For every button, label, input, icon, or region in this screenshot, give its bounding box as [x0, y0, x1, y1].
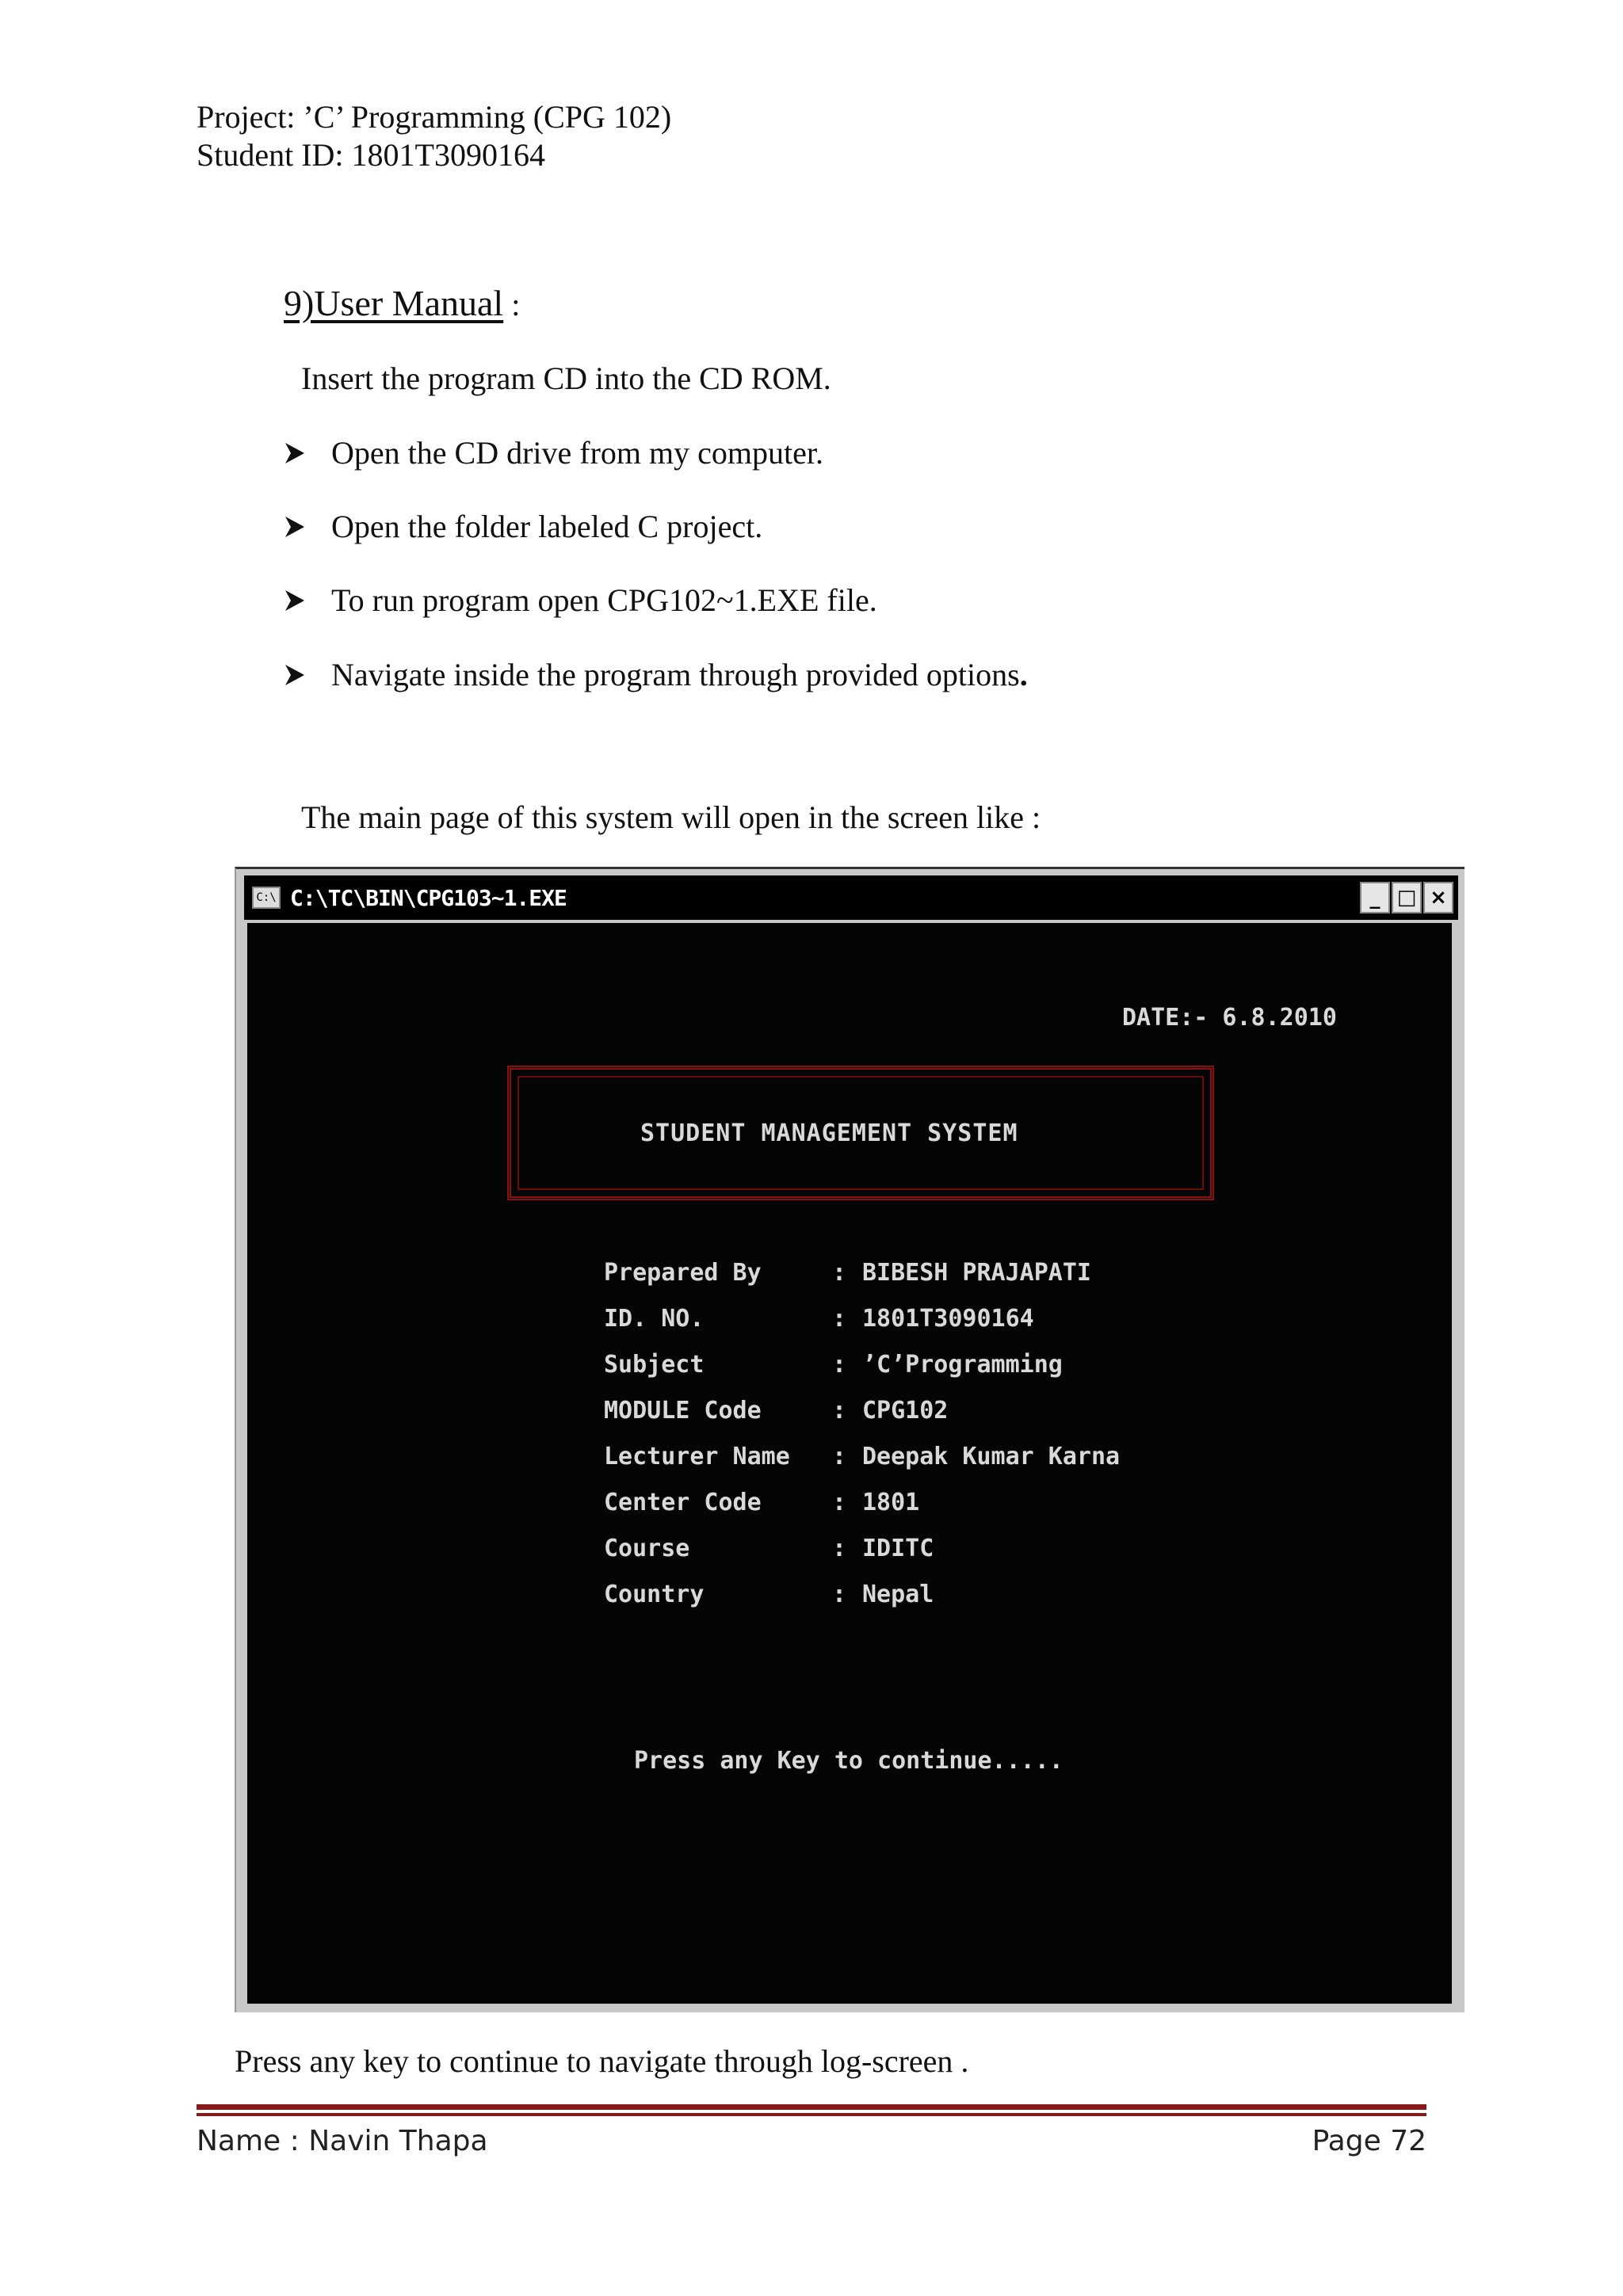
info-label: Center Code: [604, 1489, 762, 1516]
info-value: Nepal: [862, 1581, 934, 1608]
info-value: Deepak Kumar Karna: [862, 1443, 1121, 1470]
arrow-bullet-icon: [284, 589, 331, 612]
minimize-button[interactable]: _: [1360, 882, 1390, 913]
info-colon: :: [832, 1535, 847, 1562]
caption-text: Press any key to continue to navigate through log-screen .: [235, 2043, 969, 2079]
section-heading-text: 9)User Manual: [284, 283, 504, 323]
arrow-bullet-icon: [284, 441, 331, 465]
arrow-bullet-icon: [284, 515, 331, 539]
list-item: [284, 508, 762, 545]
info-row: [604, 1397, 948, 1425]
list-item-text: [331, 656, 1028, 693]
info-colon: :: [832, 1397, 847, 1425]
footer-page-number: Page 72: [1312, 2125, 1426, 2157]
footer-rule: [197, 2104, 1426, 2110]
footer-rule-thin: [197, 2113, 1426, 2116]
info-row: [604, 1305, 1034, 1333]
info-label: ID. NO.: [604, 1305, 705, 1333]
list-item-text: Open the CD drive from my computer.: [331, 435, 823, 471]
list-item-text-main: Navigate inside the program through provided options: [331, 657, 1020, 692]
info-row: [604, 1581, 934, 1608]
info-label: Course: [604, 1535, 690, 1562]
info-row: [604, 1259, 1091, 1287]
section-heading: [284, 282, 520, 324]
header-project: Project: ’C’ Programming (CPG 102): [197, 99, 672, 135]
maximize-button[interactable]: □: [1392, 882, 1422, 913]
console-date: DATE:- 6.8.2010: [1122, 1004, 1337, 1032]
footer-name: Name : Navin Thapa: [197, 2125, 488, 2157]
system-title: STUDENT MANAGEMENT SYSTEM: [640, 1119, 1018, 1147]
info-colon: :: [832, 1489, 847, 1516]
section-heading-suffix: :: [503, 287, 521, 322]
close-button[interactable]: ×: [1423, 882, 1453, 913]
info-value: IDITC: [862, 1535, 934, 1562]
list-item: [284, 582, 877, 619]
info-colon: :: [832, 1443, 847, 1470]
intro-text: Insert the program CD into the CD ROM.: [301, 360, 831, 396]
info-label: Prepared By: [604, 1259, 762, 1287]
press-key-prompt: Press any Key to continue.....: [634, 1747, 1064, 1775]
info-value: 1801: [862, 1489, 920, 1516]
info-label: Lecturer Name: [604, 1443, 790, 1470]
list-item-text: To run program open CPG102~1.EXE file.: [331, 582, 877, 618]
list-item: [284, 434, 823, 471]
info-colon: :: [832, 1581, 847, 1608]
arrow-bullet-icon: [284, 663, 331, 687]
info-row: [604, 1443, 1120, 1470]
main-page-text: The main page of this system will open in the screen like :: [301, 799, 1041, 835]
info-colon: :: [832, 1259, 847, 1287]
info-row: [604, 1351, 1063, 1379]
console-screen: [247, 923, 1452, 2004]
info-value: 1801T3090164: [862, 1305, 1034, 1333]
console-titlebar: [244, 875, 1458, 920]
info-label: Country: [604, 1581, 705, 1608]
info-label: Subject: [604, 1351, 705, 1379]
info-colon: :: [832, 1305, 847, 1333]
console-app-icon: C:\: [252, 887, 281, 909]
info-row: [604, 1535, 934, 1562]
list-item-period: .: [1019, 657, 1028, 692]
info-colon: :: [832, 1351, 847, 1379]
info-row: [604, 1489, 919, 1516]
header-student-id: Student ID: 1801T3090164: [197, 137, 545, 173]
list-item: [284, 656, 1028, 693]
info-value: BIBESH PRAJAPATI: [862, 1259, 1091, 1287]
info-value: CPG102: [862, 1397, 949, 1425]
info-label: MODULE Code: [604, 1397, 762, 1425]
console-title: C:\TC\BIN\CPG103~1.EXE: [290, 884, 567, 911]
info-value: ’C’Programming: [862, 1351, 1063, 1379]
console-window-screenshot: [235, 867, 1465, 2012]
list-item-text: Open the folder labeled C project.: [331, 509, 763, 544]
